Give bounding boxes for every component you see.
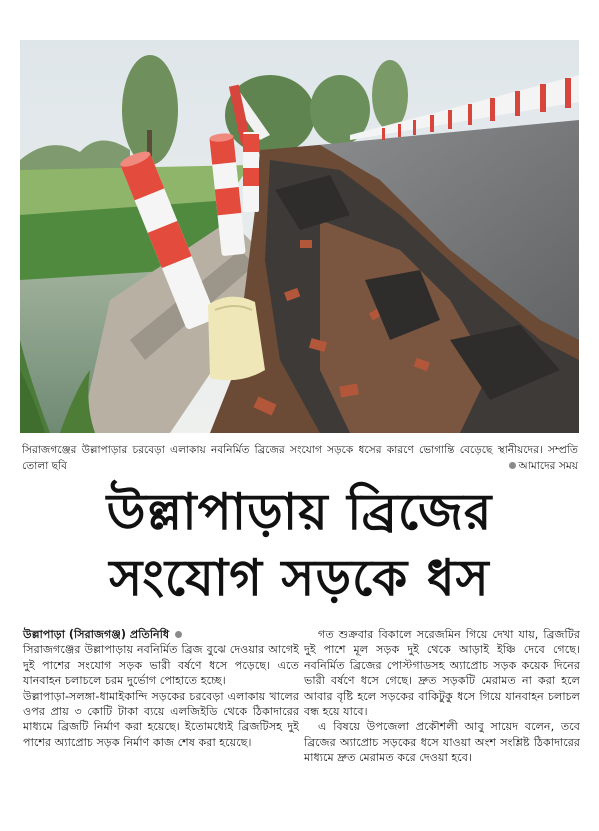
- photo-caption: [22, 442, 578, 474]
- article-paragraph-3: গত শুক্রবার বিকালে সরেজমিন গিয়ে দেখা যায়, ব্রিজটির দুই পাশে মূল সড়ক দুই থেকে আড়াই ইঞ্চি দেবে গেছে। নবনির্মিত ব্রিজের পোস্টগাডসহ অ্যাপ্রোচ সড়ক কয়েক দিনের ভারী বর্ষণে ধসে গেছে। দ্রুত সড়কটি মেরামত না করা হলে আবার বৃষ্টি হলে সড়কের বাকিটুকু ধসে গিয়ে যানবাহন চলাচল বন্ধ হয়ে যাবে।: [304, 628, 580, 719]
- collapsed-road-photo: [20, 40, 579, 433]
- article-paragraph-4: এ বিষয়ে উপজেলা প্রকৌশলী আবু সায়েদ বলেন, তবে ব্রিজের অ্যাপ্রোচ সড়কের ধসে যাওয়া অংশ সংশ্লিষ্ট ঠিকাদারের মাধ্যমে দ্রুত মেরামত করে দেওয়া হবে।: [304, 720, 580, 765]
- headline-line-2: সংযোগ সড়কে ধস: [109, 549, 490, 607]
- bullet-icon: [175, 631, 182, 638]
- news-photo: [20, 40, 579, 433]
- article-column-right: [304, 627, 580, 766]
- article-paragraph-2: উল্লাপাড়া-সলঙ্গা-ধামাইকান্দি সড়কের চরবেড়া এলাকায় খালের ওপর প্রায় ৩ কোটি টাকা ব্যয়ে এলজিইডি থেকে ঠিকাদারের মাধ্যমে ব্রিজটি নির্মাণ করা হয়েছে। ইতোমধ্যেই ব্রিজটিসহ দুই পাশের অ্যাপ্রোচ সড়ক নির্মাণ কাজ শেষ করা হয়েছে।: [23, 689, 299, 749]
- article-column-left: [23, 627, 299, 750]
- caption-text: সিরাজগঞ্জের উল্লাপাড়ার চরবেড়া এলাকায় নবনির্মিত ব্রিজের সংযোগ সড়কে ধসের কারণে ভোগান্তি বেড়েছে স্থানীয়দের। সম্প্রতি তোলা ছবি: [22, 444, 578, 472]
- bullet-icon: [509, 462, 516, 469]
- credit-text: আমাদের সময়: [518, 460, 578, 472]
- headline-line-1: উল্লাপাড়ায় ব্রিজের: [106, 483, 493, 541]
- photo-credit: [507, 458, 578, 474]
- dateline: উল্লাপাড়া (সিরাজগঞ্জ) প্রতিনিধি: [23, 628, 170, 641]
- article-paragraph-1: সিরাজগঞ্জের উল্লাপাড়ায় নবনির্মিত ব্রিজ বুঝে দেওয়ার আগেই দুই পাশের সংযোগ সড়ক ভারী বর্ষণে ধসে পড়েছে। এতে যানবাহন চলাচলে চরম দুর্ভোগ পোহাতে হচ্ছে।: [23, 643, 299, 688]
